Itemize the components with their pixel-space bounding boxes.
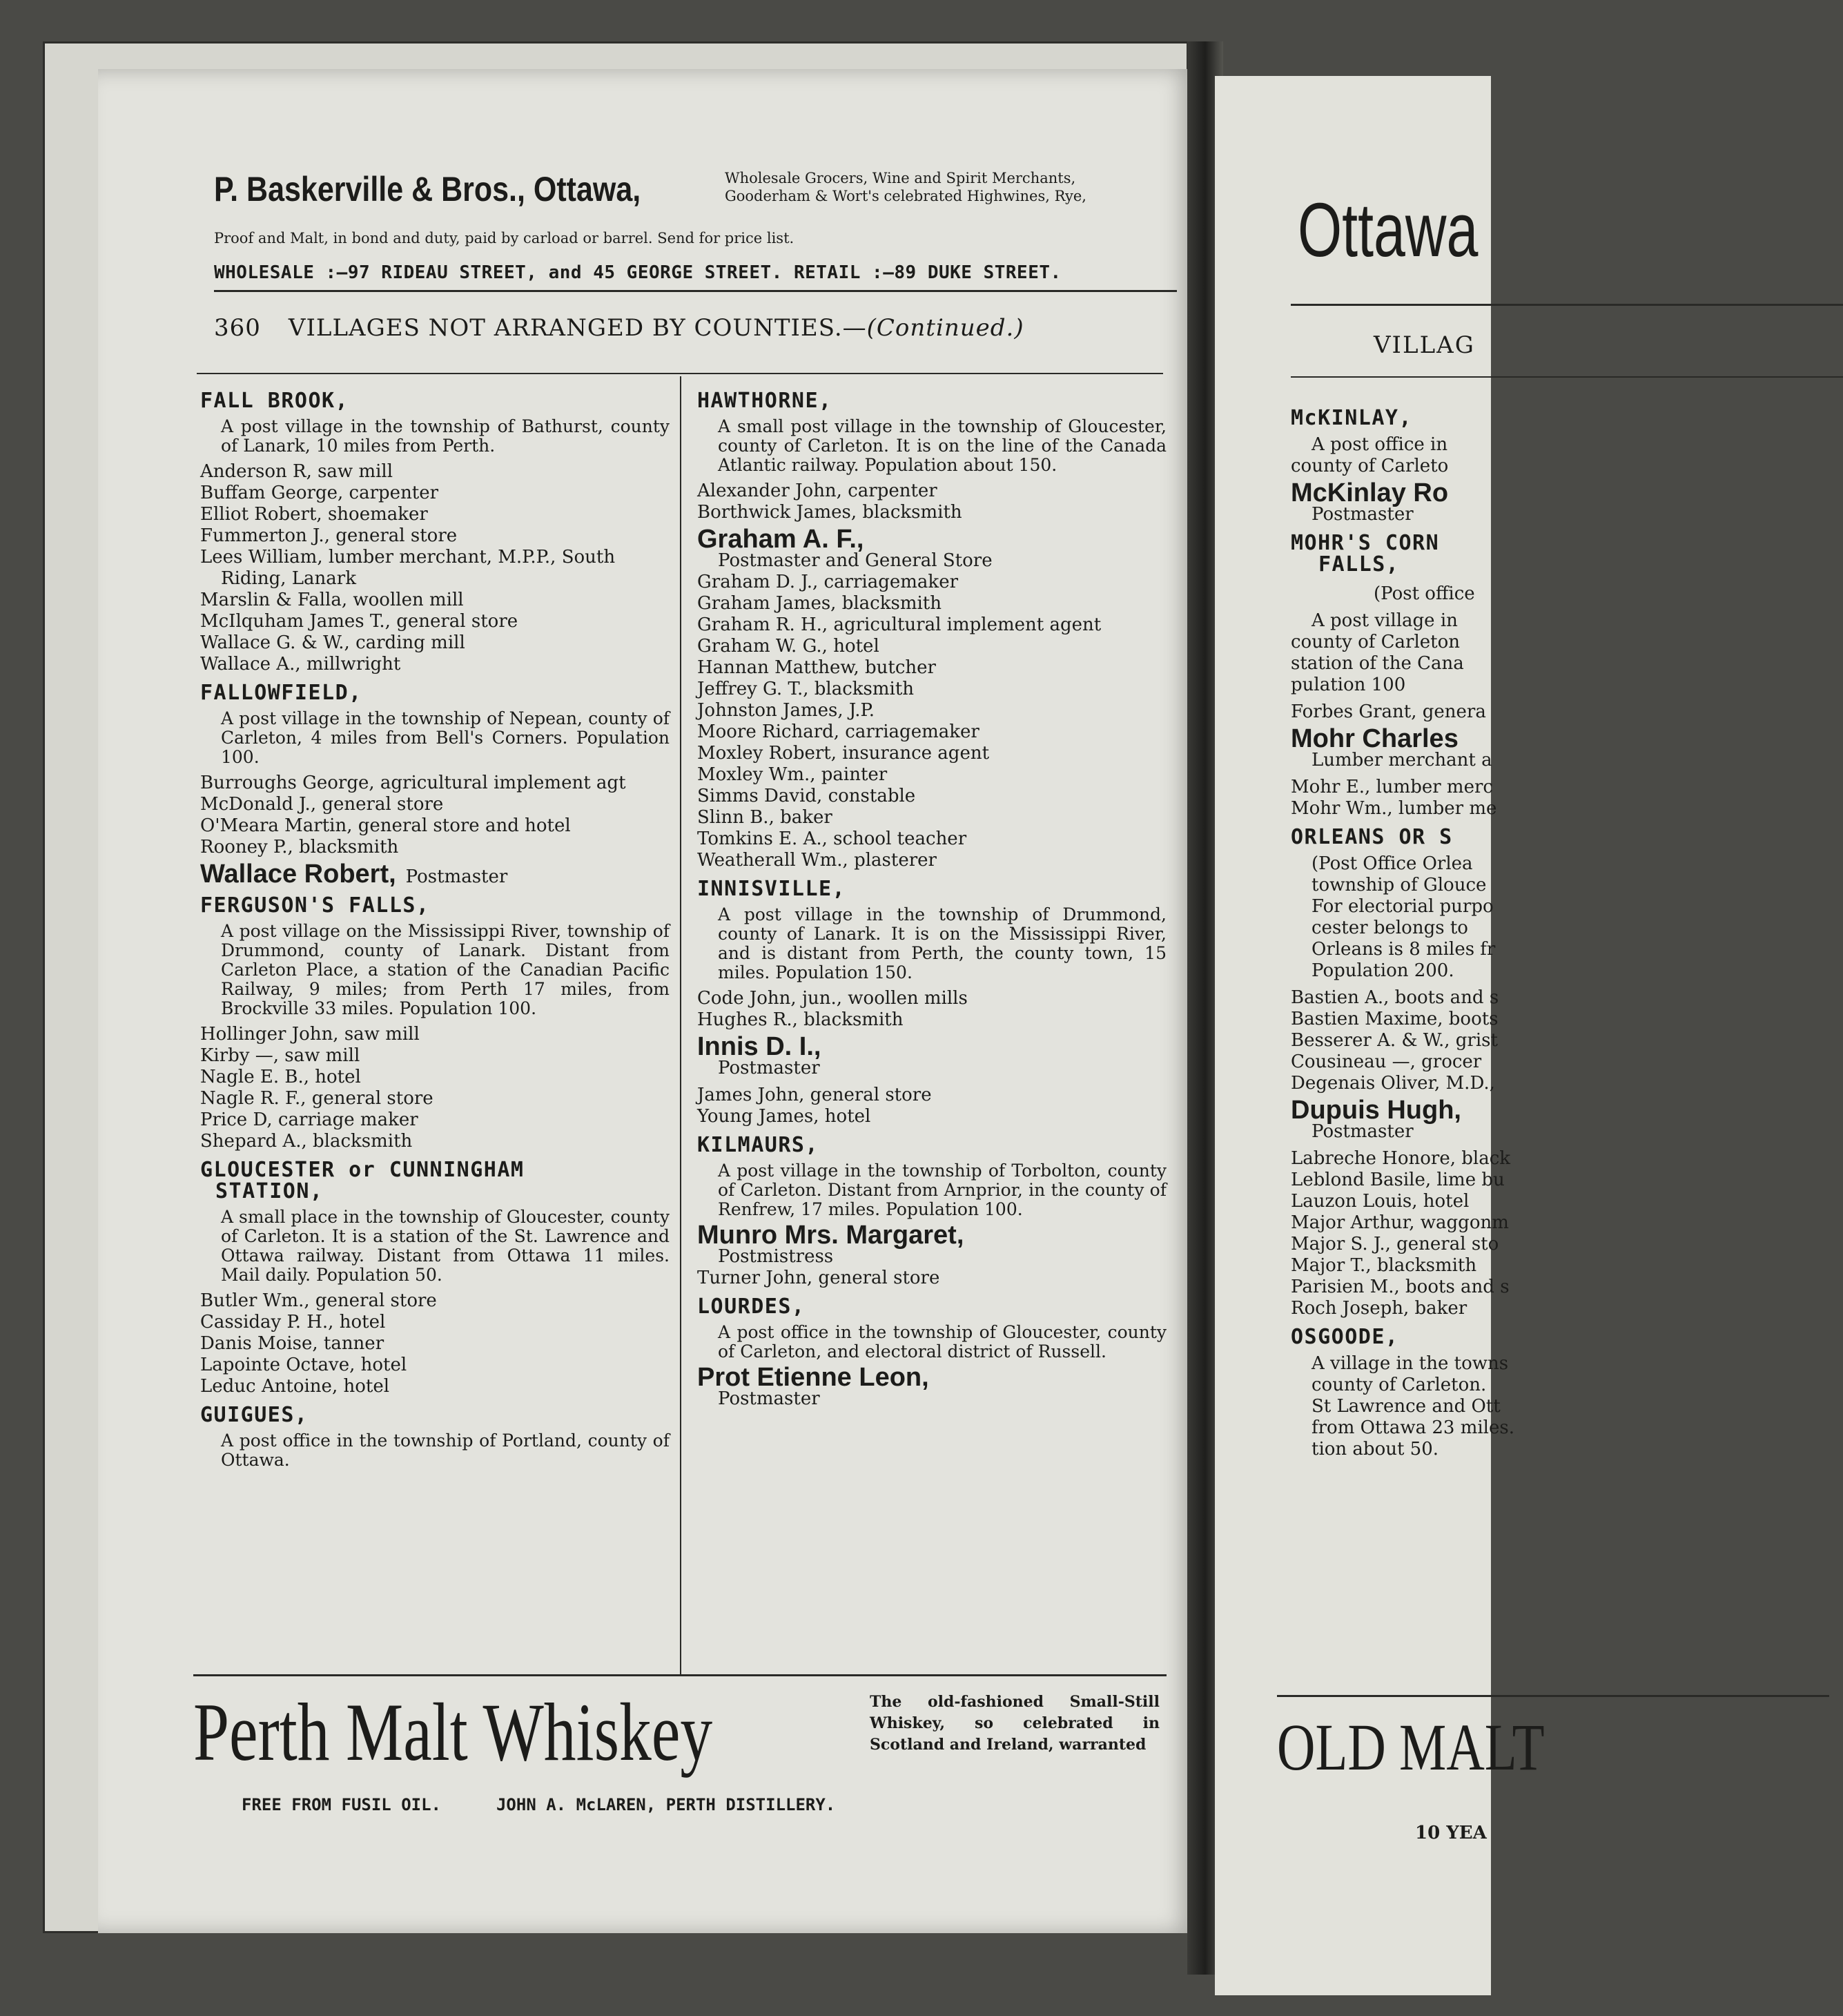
village-description: A post village in the township of Nepean, county of Carleton, 4 miles from Bell's Corners. Population 100. <box>221 708 670 767</box>
directory-entry: Buffam George, carpenter <box>200 483 439 503</box>
footer-ad-description: The old-fashioned Small-Still Whiskey, so celebrated in Scotland and Ireland, warranted <box>870 1693 1160 1754</box>
directory-entry: Wallace G. & W., carding mill <box>200 632 465 653</box>
facing-page-title: Ottawa <box>1298 188 1479 273</box>
village-heading: LOURDES, <box>697 1295 806 1319</box>
directory-entry: Elliot Robert, shoemaker <box>200 504 428 525</box>
footer-advertisement <box>193 1685 1160 1823</box>
village-note: (Post office <box>1374 583 1475 604</box>
directory-entry: Nagle R. F., general store <box>200 1088 433 1109</box>
directory-entry: Burroughs George, agricultural implement agt <box>200 773 626 793</box>
directory-entry: Weatherall Wm., plasterer <box>697 850 937 871</box>
postmaster-entry: McKinlay Ro <box>1291 478 1449 507</box>
postmaster-entry: Innis D. I., <box>697 1032 821 1061</box>
village-description: A post village on the Mississippi River, township of Drummond, county of Lanark. Distant from Carleton Place, a station of the Canadian Pacific Railway, 9 miles; from Perth 17 miles, from Brockville 33 miles. Population 100. <box>221 921 670 1018</box>
village-heading: GUIGUES, <box>200 1403 309 1427</box>
village-heading: GLOUCESTER or CUNNINGHAM <box>200 1158 525 1182</box>
directory-entry: Besserer A. & W., grist <box>1291 1030 1498 1051</box>
directory-entry: O'Meara Martin, general store and hotel <box>200 815 571 836</box>
directory-entry: Slinn B., baker <box>697 807 832 828</box>
facing-footer-rule <box>1277 1695 1829 1697</box>
running-head <box>214 314 1024 342</box>
village-heading: OSGOODE, <box>1291 1325 1399 1349</box>
directory-entry: Hughes R., blacksmith <box>697 1009 904 1030</box>
footer-ad-tagline: FREE FROM FUSIL OIL. JOHN A. McLAREN, PERTH DISTILLERY. <box>242 1795 836 1814</box>
directory-entry: Degenais Oliver, M.D., <box>1291 1073 1495 1094</box>
directory-entry: Leblond Basile, lime bu <box>1291 1170 1505 1190</box>
postmaster-entry: Munro Mrs. Margaret, <box>697 1221 964 1250</box>
village-heading: KILMAURS, <box>697 1133 819 1157</box>
directory-entry: Marslin & Falla, woollen mill <box>200 590 464 610</box>
directory-entry: Bastien A., boots and s <box>1291 987 1499 1008</box>
facing-running-head: VILLAG <box>1374 331 1475 359</box>
directory-entry: Moore Richard, carriagemaker <box>697 721 979 742</box>
directory-entry: For electorial purpo <box>1311 896 1494 917</box>
directory-entry: Major Arthur, waggonm <box>1291 1212 1509 1233</box>
directory-entry: Anderson R, saw mill <box>200 461 393 482</box>
directory-entry: Butler Wm., general store <box>200 1290 437 1311</box>
running-head-rule <box>197 373 1163 374</box>
village-description: pulation 100 <box>1291 675 1406 695</box>
directory-entry: Nagle E. B., hotel <box>200 1067 361 1087</box>
directory-entry: McDonald J., general store <box>200 794 444 815</box>
directory-entry: Bastien Maxime, boots <box>1291 1009 1499 1029</box>
postmaster-entry: Wallace Robert, Postmaster <box>200 860 508 889</box>
directory-entry: cester belongs to <box>1311 918 1468 938</box>
directory-entry: Danis Moise, tanner <box>200 1333 384 1354</box>
directory-entry: Johnston James, J.P. <box>697 700 875 721</box>
directory-entry: Cousineau —, grocer <box>1291 1051 1482 1072</box>
directory-entry: Tomkins E. A., school teacher <box>697 828 967 849</box>
directory-entry: Rooney P., blacksmith <box>200 837 399 857</box>
postmaster-role: Postmaster <box>718 1388 820 1409</box>
postmaster-entry: Prot Etienne Leon, <box>697 1363 929 1392</box>
directory-entry: Major T., blacksmith <box>1291 1255 1477 1276</box>
village-description: A post village in the township of Bathurst, county of Lanark, 10 miles from Perth. <box>221 416 670 456</box>
village-description: A small post village in the township of Gloucester, county of Carleton. It is on the line of the Canada Atlantic railway. Population about 150. <box>718 416 1167 475</box>
village-description: station of the Cana <box>1291 653 1464 674</box>
directory-entry: Orleans is 8 miles fr <box>1311 939 1496 960</box>
directory-entry: Alexander John, carpenter <box>697 481 937 501</box>
directory-entry: Young James, hotel <box>697 1106 871 1127</box>
village-heading: FALL BROOK, <box>200 389 349 413</box>
village-heading: FERGUSON'S FALLS, <box>200 893 430 918</box>
left-column <box>200 383 670 1475</box>
running-head-continued: (Continued.) <box>866 314 1024 342</box>
directory-entry: Fummerton J., general store <box>200 525 458 546</box>
directory-entry: Hannan Matthew, butcher <box>697 657 936 678</box>
directory-entry: Turner John, general store <box>697 1268 940 1288</box>
village-description: A post village in <box>1311 610 1458 631</box>
directory-entry: Major S. J., general sto <box>1291 1234 1499 1254</box>
postmaster-entry: Dupuis Hugh, <box>1291 1096 1461 1125</box>
directory-entry: Simms David, constable <box>697 786 916 806</box>
village-description: A small place in the township of Gloucester, county of Carleton. It is a station of the St. Lawrence and Ottawa railway. Distant from Ottawa 11 miles. Mail daily. Population 50. <box>221 1207 670 1285</box>
facing-column <box>1291 400 1774 1460</box>
header-rule <box>214 290 1177 292</box>
facing-footer-tagline: 10 YEA <box>1415 1823 1487 1843</box>
directory-entry: Forbes Grant, genera <box>1291 701 1486 722</box>
village-description: county of Carleton <box>1291 632 1461 652</box>
postmaster-role: Postmaster and General Store <box>718 550 993 571</box>
facing-footer-ad: OLD MALT <box>1277 1710 1545 1784</box>
advertiser-products: Proof and Malt, in bond and duty, paid by carload or barrel. Send for price list. <box>214 230 794 246</box>
directory-entry: township of Glouce <box>1311 875 1487 895</box>
directory-entry: Leduc Antoine, hotel <box>200 1376 390 1397</box>
directory-entry: Moxley Wm., painter <box>697 764 888 785</box>
advertiser-addresses: WHOLESALE :—97 RIDEAU STREET, and 45 GEORGE STREET. RETAIL :—89 DUKE STREET. <box>214 262 1062 283</box>
directory-entry: Graham W. G., hotel <box>697 636 879 657</box>
directory-entry: Kirby —, saw mill <box>200 1045 360 1066</box>
village-description: county of Carleto <box>1291 456 1449 476</box>
directory-entry: county of Carleton. <box>1311 1375 1487 1395</box>
directory-entry: Jeffrey G. T., blacksmith <box>697 679 915 699</box>
village-heading-continued: FALLS, <box>1318 552 1400 576</box>
directory-entry: Shepard A., blacksmith <box>200 1131 413 1152</box>
directory-entry: Moxley Robert, insurance agent <box>697 743 990 764</box>
directory-entry: Borthwick James, blacksmith <box>697 502 962 523</box>
postmaster-role: Postmaster <box>1311 504 1414 525</box>
directory-entry: (Post Office Orlea <box>1311 853 1473 874</box>
advertiser-name: P. Baskerville & Bros., Ottawa, <box>214 170 641 209</box>
directory-entry: Lees William, lumber merchant, M.P.P., South <box>200 547 616 568</box>
directory-entry: Roch Joseph, baker <box>1291 1298 1467 1319</box>
directory-entry: St Lawrence and Ott <box>1311 1396 1501 1417</box>
directory-entry: Price D, carriage maker <box>200 1109 418 1130</box>
directory-entry: Population 200. <box>1311 960 1454 981</box>
advertiser-description: Wholesale Grocers, Wine and Spirit Merchants, Gooderham & Wort's celebrated Highwines, Rye, <box>725 170 1086 204</box>
village-description: A post office in the township of Gloucester, county of Carleton, and electoral district of Russell. <box>718 1322 1167 1361</box>
village-heading: ORLEANS OR S <box>1291 825 1453 849</box>
page-number: 360 <box>214 314 261 342</box>
directory-entry: from Ottawa 23 miles. <box>1311 1417 1514 1438</box>
postmaster-entry: Graham A. F., <box>697 525 864 554</box>
directory-entry: James John, general store <box>697 1085 932 1105</box>
directory-entry: McIlquham James T., general store <box>200 611 518 632</box>
directory-entry: Code John, jun., woollen mills <box>697 988 968 1009</box>
directory-entry: Lapointe Octave, hotel <box>200 1355 407 1375</box>
directory-entry: Graham R. H., agricultural implement agent <box>697 614 1102 635</box>
right-column <box>697 383 1167 1410</box>
village-description: A post office in <box>1311 434 1448 455</box>
postmaster-entry: Mohr Charles <box>1291 724 1459 753</box>
village-heading-continued: STATION, <box>215 1179 324 1203</box>
village-heading: INNISVILLE, <box>697 877 846 901</box>
directory-entry: A village in the towns <box>1311 1353 1509 1374</box>
directory-entry: Wallace A., millwright <box>200 654 401 675</box>
directory-entry: Graham D. J., carriagemaker <box>697 572 959 592</box>
directory-entry: tion about 50. <box>1311 1439 1439 1460</box>
postmaster-role: Postmistress <box>718 1246 834 1267</box>
directory-entry: Labreche Honore, black <box>1291 1148 1511 1169</box>
postmaster-role: Lumber merchant a <box>1311 750 1492 770</box>
village-heading: HAWTHORNE, <box>697 389 832 413</box>
directory-entry: Cassiday P. H., hotel <box>200 1312 386 1332</box>
directory-entry: Riding, Lanark <box>221 568 356 589</box>
facing-page <box>1215 76 1545 1995</box>
directory-entry: Graham James, blacksmith <box>697 593 942 614</box>
directory-entry: Hollinger John, saw mill <box>200 1024 420 1045</box>
facing-rule <box>1291 376 1843 378</box>
directory-entry: Parisien M., boots and s <box>1291 1277 1510 1297</box>
directory-entry: Mohr Wm., lumber me <box>1291 798 1497 819</box>
village-description: A post village in the township of Torbolton, county of Carleton. Distant from Arnprior, in the county of Renfrew, 17 miles. Population 100. <box>718 1161 1167 1219</box>
postmaster-role: Postmaster <box>1311 1121 1414 1142</box>
village-description: A post village in the township of Drummond, county of Lanark. It is on the Mississippi River, and is distant from Perth, the county town, 15 miles. Population 150. <box>718 904 1167 982</box>
directory-entry: Mohr E., lumber merc <box>1291 777 1493 797</box>
village-description: A post office in the township of Portland, county of Ottawa. <box>221 1431 670 1470</box>
village-heading: FALLOWFIELD, <box>200 681 362 705</box>
facing-rule <box>1291 304 1843 306</box>
directory-entry: Lauzon Louis, hotel <box>1291 1191 1470 1212</box>
village-heading: MOHR'S CORN <box>1291 531 1440 555</box>
footer-ad-title: Perth Malt Whiskey <box>193 1686 713 1778</box>
running-head-title: VILLAGES NOT ARRANGED BY COUNTIES.— <box>288 314 867 342</box>
footer-rule <box>193 1674 1167 1676</box>
village-heading: McKINLAY, <box>1291 406 1413 430</box>
column-divider <box>680 376 681 1674</box>
postmaster-role: Postmaster <box>718 1058 820 1078</box>
